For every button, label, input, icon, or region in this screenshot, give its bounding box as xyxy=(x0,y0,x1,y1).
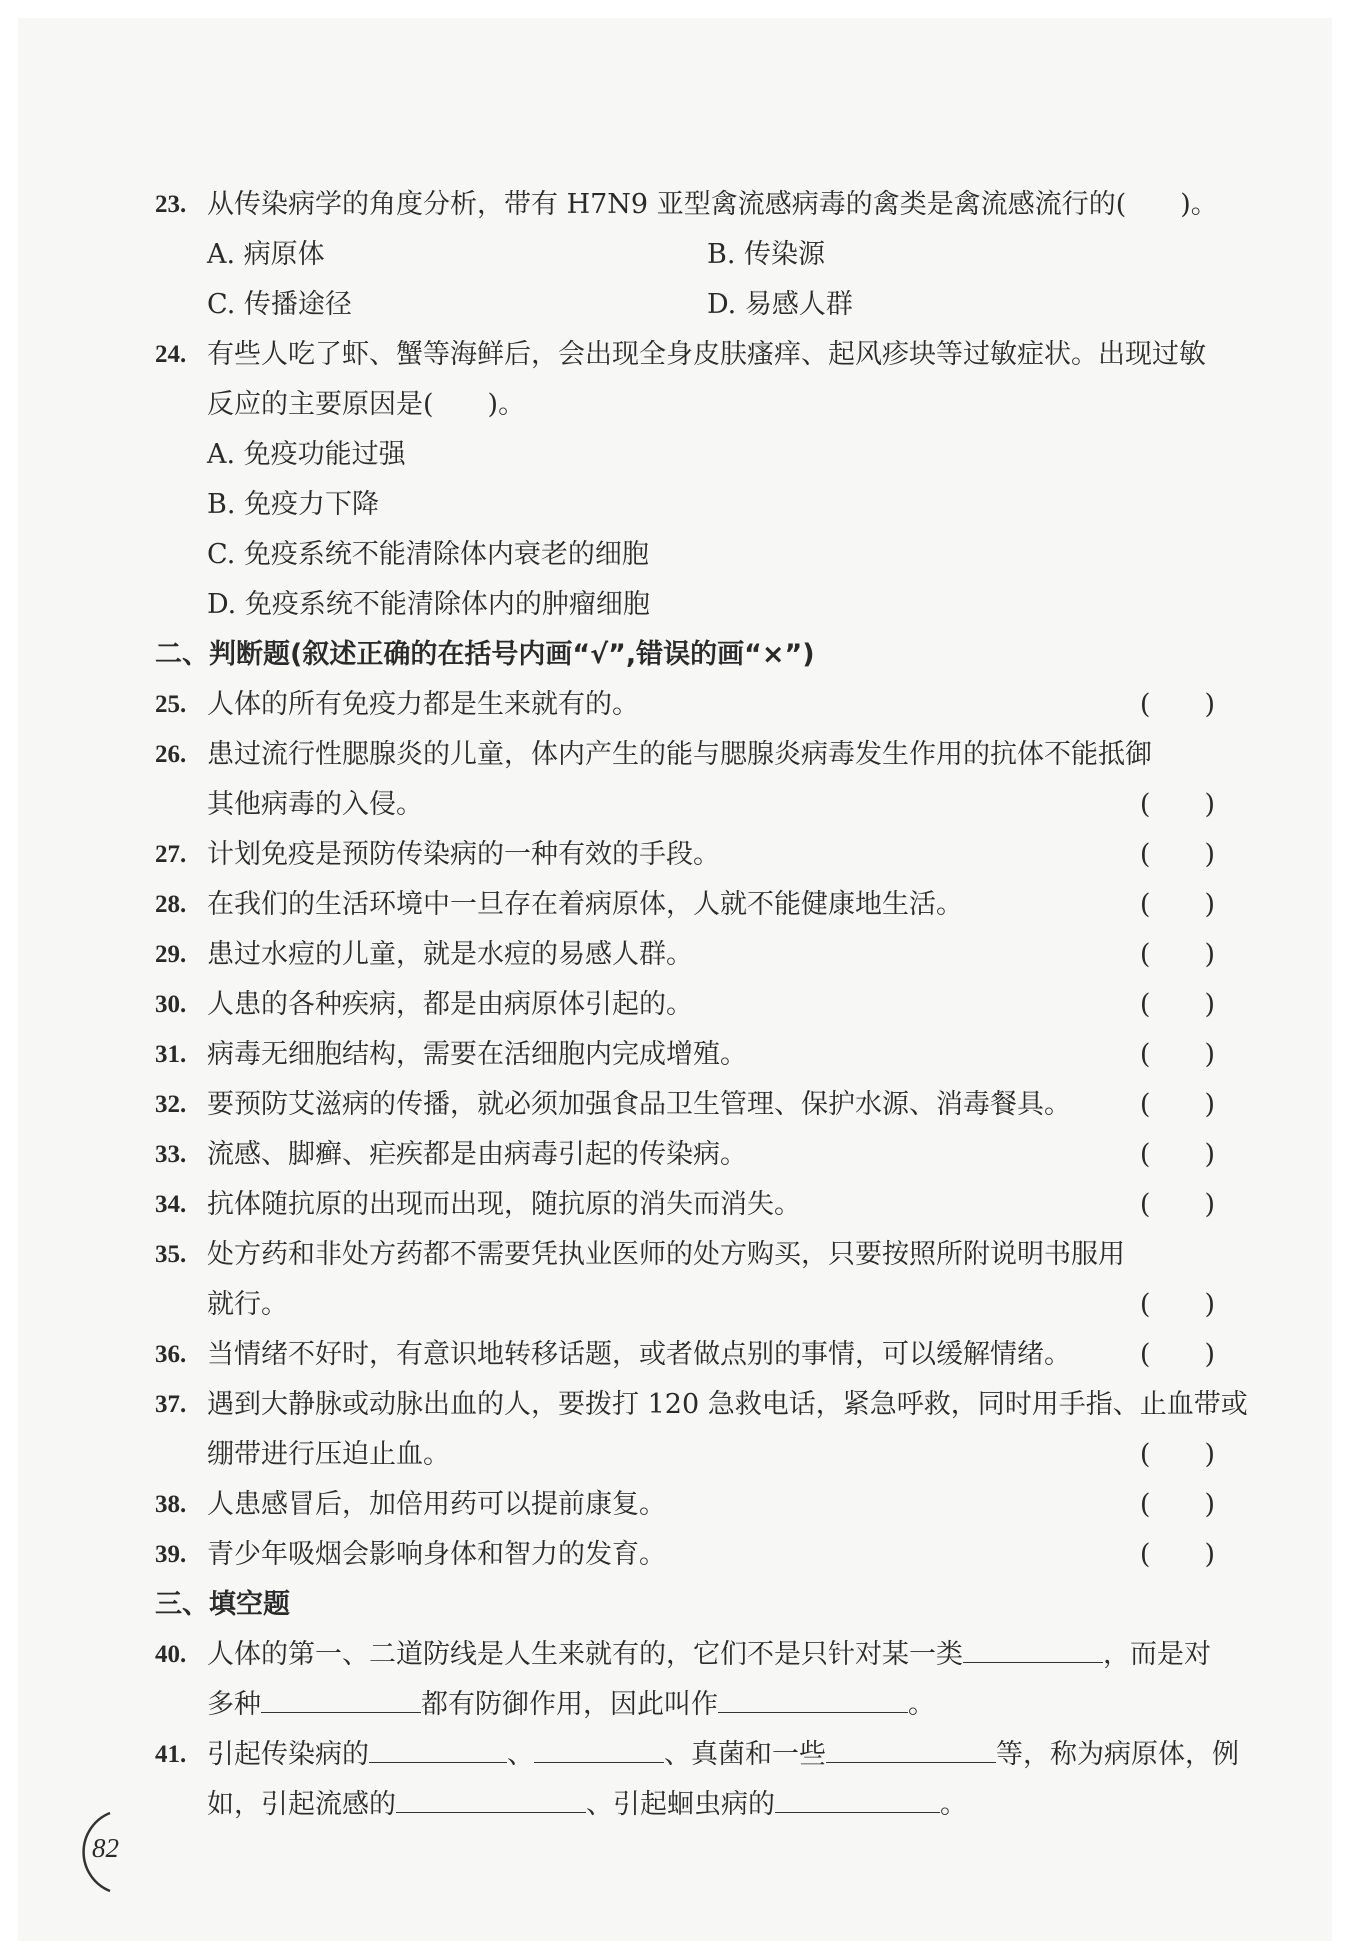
answer-parentheses: ( ) xyxy=(1139,1439,1215,1470)
section-heading-true-false: 二、判断题(叙述正确的在括号内画“√”,错误的画“×”) xyxy=(155,639,815,670)
question-24-line2 xyxy=(155,380,1215,430)
question-41 xyxy=(155,1730,1239,1780)
question-text: 在我们的生活环境中一旦存在着病原体，人就不能健康地生活。 xyxy=(207,889,963,920)
page-number-badge xyxy=(60,1803,140,1893)
fill-blank[interactable] xyxy=(261,1682,421,1713)
question-24-option-d xyxy=(155,580,1215,630)
question-text-continued: 绷带进行压迫止血。 xyxy=(207,1439,450,1470)
question-25 xyxy=(155,680,1215,730)
question-37-line2 xyxy=(155,1430,1215,1480)
answer-parentheses: ( ) xyxy=(1139,1189,1215,1220)
question-number: 38. xyxy=(155,1491,187,1518)
question-number: 35. xyxy=(155,1241,187,1268)
question-number: 32. xyxy=(155,1091,187,1118)
question-30 xyxy=(155,980,1215,1030)
fill-blank[interactable] xyxy=(775,1782,940,1813)
fill-blank[interactable] xyxy=(369,1732,507,1763)
question-36 xyxy=(155,1330,1215,1380)
option-c: C. 传播途径 xyxy=(207,289,352,320)
question-text: 流感、脚癣、疟疾都是由病毒引起的传染病。 xyxy=(207,1139,747,1170)
question-number: 31. xyxy=(155,1041,187,1068)
question-text: 人体的所有免疫力都是生来就有的。 xyxy=(207,689,639,720)
question-23-options-row1 xyxy=(155,230,1215,280)
question-31 xyxy=(155,1030,1215,1080)
question-text: 有些人吃了虾、蟹等海鲜后，会出现全身皮肤瘙痒、起风疹块等过敏症状。出现过敏 xyxy=(207,339,1206,370)
answer-parentheses: ( ) xyxy=(1139,889,1215,920)
answer-parentheses: ( ) xyxy=(1139,689,1215,720)
text-segment: ，而是对 xyxy=(1103,1639,1211,1670)
question-number: 26. xyxy=(155,741,187,768)
answer-parentheses: ( ) xyxy=(1139,789,1215,820)
question-24-option-c xyxy=(155,530,1215,580)
question-text: 遇到大静脉或动脉出血的人，要拨打 120 急救电话，紧急呼救，同时用手指、止血带或 xyxy=(207,1389,1248,1420)
text-segment: 人体的第一、二道防线是人生来就有的，它们不是只针对某一类 xyxy=(207,1639,963,1670)
question-number: 28. xyxy=(155,891,187,918)
question-text: 患过流行性腮腺炎的儿童，体内产生的能与腮腺炎病毒发生作用的抗体不能抵御 xyxy=(207,739,1152,770)
option-c: C. 免疫系统不能清除体内衰老的细胞 xyxy=(207,539,649,570)
question-39 xyxy=(155,1530,1215,1580)
fill-blank[interactable] xyxy=(396,1782,586,1813)
question-text: 从传染病学的角度分析，带有 H7N9 亚型禽流感病毒的禽类是禽流感流行的( )。 xyxy=(207,189,1218,220)
answer-parentheses: ( ) xyxy=(1139,1039,1215,1070)
question-number: 37. xyxy=(155,1391,187,1418)
question-26-line2 xyxy=(155,780,1215,830)
option-d: D. 免疫系统不能清除体内的肿瘤细胞 xyxy=(207,589,650,620)
question-text: 当情绪不好时，有意识地转移话题，或者做点别的事情，可以缓解情绪。 xyxy=(207,1339,1071,1370)
question-38 xyxy=(155,1480,1215,1530)
question-text: 患过水痘的儿童，就是水痘的易感人群。 xyxy=(207,939,693,970)
question-number: 40. xyxy=(155,1641,187,1668)
text-segment: 引起传染病的 xyxy=(207,1739,369,1770)
question-text xyxy=(207,1730,1239,1780)
question-number: 25. xyxy=(155,691,187,718)
answer-parentheses: ( ) xyxy=(1139,1539,1215,1570)
option-a: A. 病原体 xyxy=(207,239,325,270)
question-41-line2 xyxy=(155,1780,1215,1830)
question-23 xyxy=(155,180,1218,230)
question-text-continued xyxy=(207,1680,935,1730)
question-28 xyxy=(155,880,1215,930)
question-32 xyxy=(155,1080,1215,1130)
question-26 xyxy=(155,730,1215,780)
question-text: 病毒无细胞结构，需要在活细胞内完成增殖。 xyxy=(207,1039,747,1070)
question-35-line2 xyxy=(155,1280,1215,1330)
text-segment: 都有防御作用，因此叫作 xyxy=(421,1689,718,1720)
question-text: 青少年吸烟会影响身体和智力的发育。 xyxy=(207,1539,666,1570)
text-segment: 。 xyxy=(908,1689,935,1720)
answer-parentheses: ( ) xyxy=(1139,939,1215,970)
option-b: B. 免疫力下降 xyxy=(207,489,380,520)
answer-parentheses: ( ) xyxy=(1139,839,1215,870)
question-number: 34. xyxy=(155,1191,187,1218)
text-segment: 多种 xyxy=(207,1689,261,1720)
question-text: 要预防艾滋病的传播，就必须加强食品卫生管理、保护水源、消毒餐具。 xyxy=(207,1089,1071,1120)
question-text-continued xyxy=(207,1780,967,1830)
question-number: 30. xyxy=(155,991,187,1018)
answer-parentheses: ( ) xyxy=(1139,1139,1215,1170)
question-33 xyxy=(155,1130,1215,1180)
option-b: B. 传染源 xyxy=(707,239,826,270)
question-number: 29. xyxy=(155,941,187,968)
text-segment: 等，称为病原体，例 xyxy=(996,1739,1239,1770)
text-segment: 、真菌和一些 xyxy=(664,1739,826,1770)
text-segment: 、 xyxy=(507,1739,534,1770)
question-number: 41. xyxy=(155,1741,187,1768)
option-a: A. 免疫功能过强 xyxy=(207,439,406,470)
question-number: 27. xyxy=(155,841,187,868)
question-40 xyxy=(155,1630,1215,1680)
text-segment: 、引起蛔虫病的 xyxy=(586,1789,775,1820)
question-text: 处方药和非处方药都不需要凭执业医师的处方购买，只要按照所附说明书服用 xyxy=(207,1239,1125,1270)
question-34 xyxy=(155,1180,1215,1230)
question-text: 人患的各种疾病，都是由病原体引起的。 xyxy=(207,989,693,1020)
answer-parentheses: ( ) xyxy=(1139,1289,1215,1320)
answer-parentheses: ( ) xyxy=(1139,1089,1215,1120)
answer-parentheses: ( ) xyxy=(1139,989,1215,1020)
question-text: 人患感冒后，加倍用药可以提前康复。 xyxy=(207,1489,666,1520)
fill-blank[interactable] xyxy=(963,1632,1103,1663)
question-number: 23. xyxy=(155,191,187,218)
question-text-continued: 就行。 xyxy=(207,1289,288,1320)
question-23-options-row2 xyxy=(155,280,1215,330)
question-text: 抗体随抗原的出现而出现，随抗原的消失而消失。 xyxy=(207,1189,801,1220)
text-segment: 。 xyxy=(940,1789,967,1820)
question-24-option-b xyxy=(155,480,1215,530)
question-29 xyxy=(155,930,1215,980)
option-d: D. 易感人群 xyxy=(707,289,853,320)
fill-blank[interactable] xyxy=(826,1732,996,1763)
section-heading-fill-in: 三、填空题 xyxy=(155,1589,290,1620)
question-27 xyxy=(155,830,1215,880)
question-text xyxy=(207,1630,1211,1680)
question-text-continued: 其他病毒的入侵。 xyxy=(207,789,423,820)
question-number: 33. xyxy=(155,1141,187,1168)
page-number: 82 xyxy=(92,1833,119,1863)
question-number: 36. xyxy=(155,1341,187,1368)
question-35 xyxy=(155,1230,1215,1280)
text-segment: 如，引起流感的 xyxy=(207,1789,396,1820)
question-text: 计划免疫是预防传染病的一种有效的手段。 xyxy=(207,839,720,870)
answer-parentheses: ( ) xyxy=(1139,1489,1215,1520)
answer-parentheses: ( ) xyxy=(1139,1339,1215,1370)
question-24 xyxy=(155,330,1215,380)
question-number: 39. xyxy=(155,1541,187,1568)
question-24-option-a xyxy=(155,430,1215,480)
question-text-continued: 反应的主要原因是( )。 xyxy=(207,389,526,420)
question-37 xyxy=(155,1380,1248,1430)
fill-blank[interactable] xyxy=(718,1682,908,1713)
question-number: 24. xyxy=(155,341,187,368)
question-40-line2 xyxy=(155,1680,1215,1730)
fill-blank[interactable] xyxy=(534,1732,664,1763)
